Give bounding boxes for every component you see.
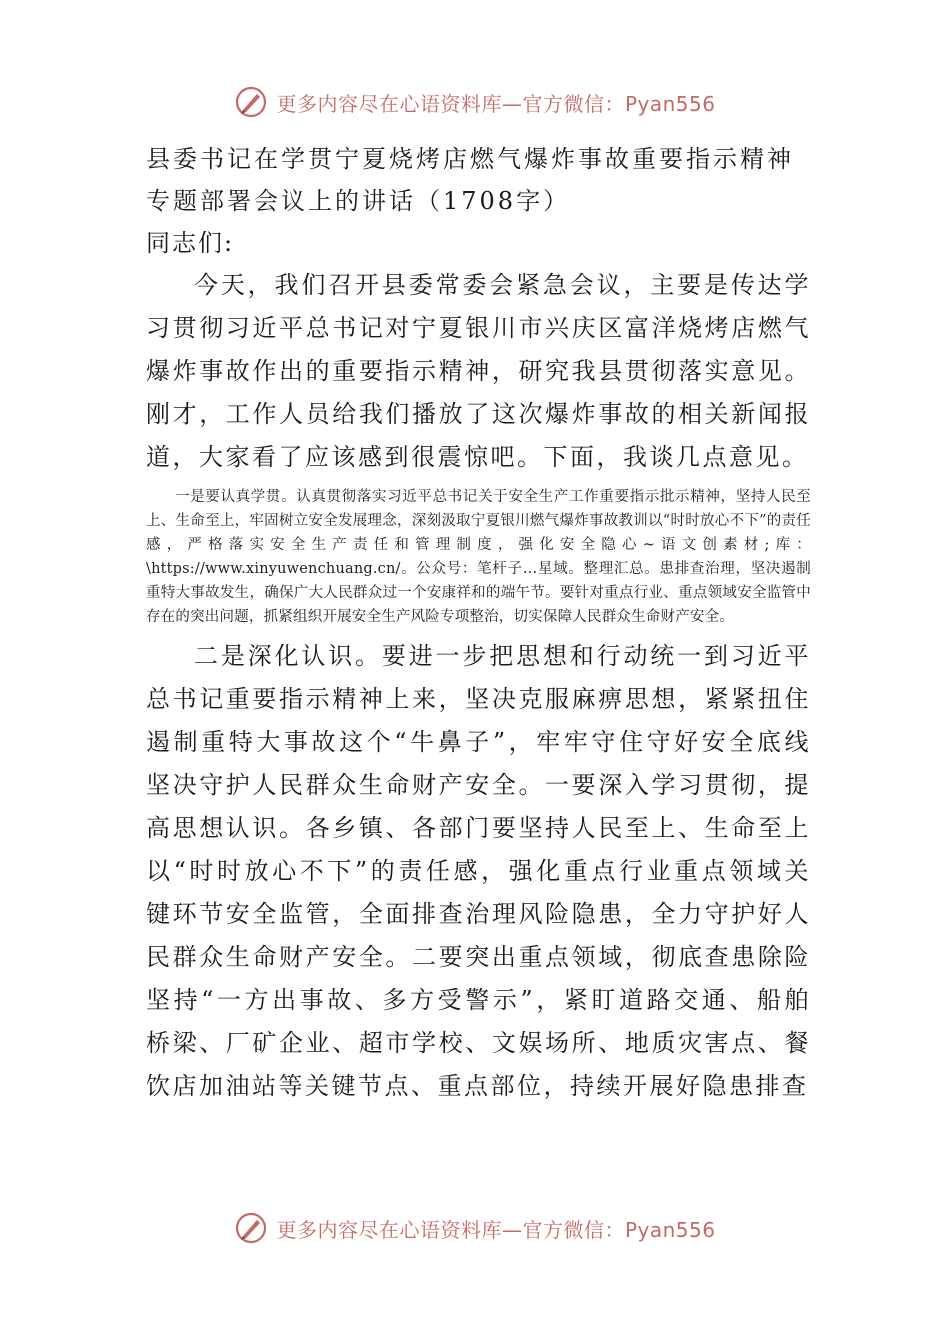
- intro-paragraph: 今天，我们召开县委常委会紧急会议，主要是传达学习贯彻习近平总书记对宁夏银川市兴庆区富洋烧烤店燃气爆炸事故作出的重要指示精神，研究我县贯彻落实意见。刚才，工作人员给我们播放了这次爆炸事故的相关新闻报道，大家看了应该感到很震惊吧。下面，我谈几点意见。: [146, 271, 811, 471]
- watermark-text: 更多内容尽在心语资料库—官方微信：Pyan556: [276, 1217, 716, 1242]
- pen-circle-logo-icon: [234, 85, 268, 119]
- watermark-banner-bottom: [0, 1208, 950, 1248]
- point-one-paragraph: 一是要认真学贯。认真贯彻落实习近平总书记关于安全生产工作重要指示批示精神，坚持人民至上、生命至上，牢固树立安全发展理念，深刻汲取宁夏银川燃气爆炸事故教训以“时时放心不下”的责任感，严格落实安全生产责任和管理制度，强化安全隐心~语文创素材;库：\https://www.xinyuwenchuang.cn/。公众号：笔杆子…星域。整理汇总。患排查治理，坚决遏制重特大事故发生，确保广大人民群众过一个安康祥和的端午节。要针对重点行业、重点领域安全监管中存在的突出问题，抓紧组织开展安全生产风险专项整治，切实保障人民群众生命财产安全。: [146, 489, 811, 625]
- watermark-banner-top: [0, 82, 950, 122]
- document-title: 县委书记在学贯宁夏烧烤店燃气爆炸事故重要指示精神专题部署会议上的讲话（1708字）: [146, 145, 794, 215]
- watermark-text: 更多内容尽在心语资料库—官方微信：Pyan556: [276, 91, 716, 116]
- pen-circle-logo-icon: [234, 1211, 268, 1245]
- salutation: 同志们:: [146, 229, 235, 257]
- document-body: [146, 138, 811, 1108]
- point-two-paragraph: 二是深化认识。要进一步把思想和行动统一到习近平总书记重要指示精神上来，坚决克服麻痹思想，紧紧扭住遏制重特大事故这个“牛鼻子”，牢牢守住守好安全底线坚决守护人民群众生命财产安全。一要深入学习贯彻，提高思想认识。各乡镇、各部门要坚持人民至上、生命至上以“时时放心不下”的责任感，强化重点行业重点领域关键环节安全监管，全面排查治理风险隐患，全力守护好人民群众生命财产安全。二要突出重点领域，彻底查患除险坚持“一方出事故、多方受警示”，紧盯道路交通、船舶桥梁、厂矿企业、超市学校、文娱场所、地质灾害点、餐饮店加油站等关键节点、重点部位，持续开展好隐患排查: [146, 642, 811, 1100]
